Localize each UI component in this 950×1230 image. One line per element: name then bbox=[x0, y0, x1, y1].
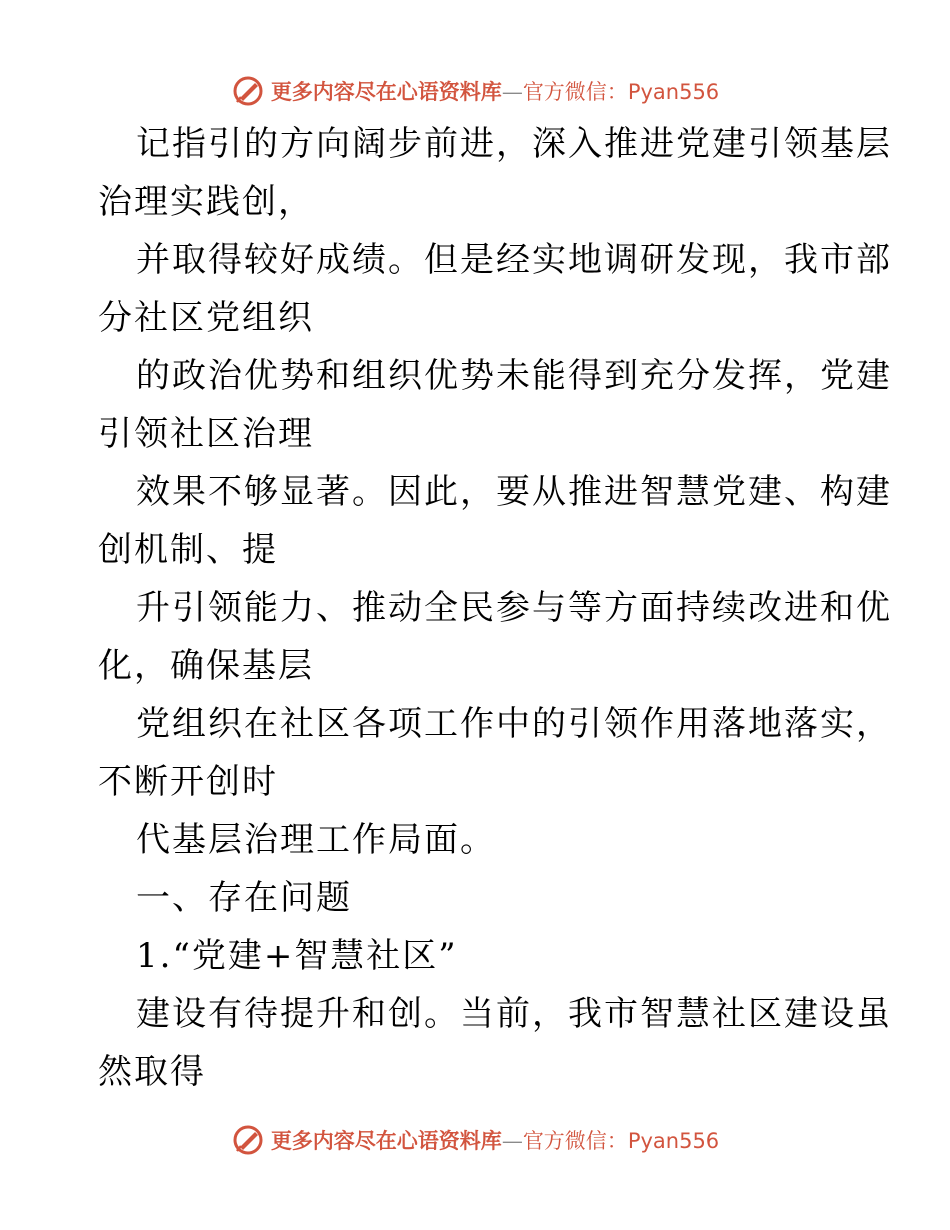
paragraph-line: 的政治优势和组织优势未能得到充分发挥，党建 bbox=[136, 356, 892, 396]
paragraph-line: 升引领能力、推动全民参与等方面持续改进和优 bbox=[136, 588, 892, 628]
subsection-heading: 1.“党建+智慧社区” bbox=[136, 936, 458, 976]
paragraph-line: 分社区党组织 bbox=[98, 298, 314, 338]
paragraph-line: 效果不够显著。因此，要从推进智慧党建、构建 bbox=[136, 472, 892, 512]
paragraph-line: 创机制、提 bbox=[98, 530, 278, 570]
quill-logo-icon bbox=[231, 1123, 265, 1157]
document-body bbox=[98, 124, 892, 1110]
paragraph-line: 化，确保基层 bbox=[98, 646, 314, 686]
paragraph-line: 记指引的方向阔步前进，深入推进党建引领基层 bbox=[136, 124, 892, 164]
section-heading: 一、存在问题 bbox=[136, 878, 352, 918]
paragraph-line: 不断开创时 bbox=[98, 762, 278, 802]
paragraph-line: 治理实践创， bbox=[98, 182, 314, 222]
paragraph-line: 并取得较好成绩。但是经实地调研发现，我市部 bbox=[136, 240, 892, 280]
quill-logo-icon bbox=[231, 74, 265, 108]
footer-watermark bbox=[0, 1120, 950, 1160]
paragraph-line: 党组织在社区各项工作中的引领作用落地落实， bbox=[136, 704, 892, 744]
paragraph-line: 引领社区治理 bbox=[98, 414, 314, 454]
header-watermark bbox=[0, 71, 950, 111]
paragraph-line: 代基层治理工作局面。 bbox=[136, 820, 496, 860]
paragraph-line: 建设有待提升和创。当前，我市智慧社区建设虽 bbox=[136, 994, 892, 1034]
watermark-text: 更多内容尽在心语资料库—官方微信：Pyan556 bbox=[270, 79, 720, 104]
watermark-text: 更多内容尽在心语资料库—官方微信：Pyan556 bbox=[270, 1128, 720, 1153]
paragraph-line: 然取得 bbox=[98, 1052, 206, 1092]
